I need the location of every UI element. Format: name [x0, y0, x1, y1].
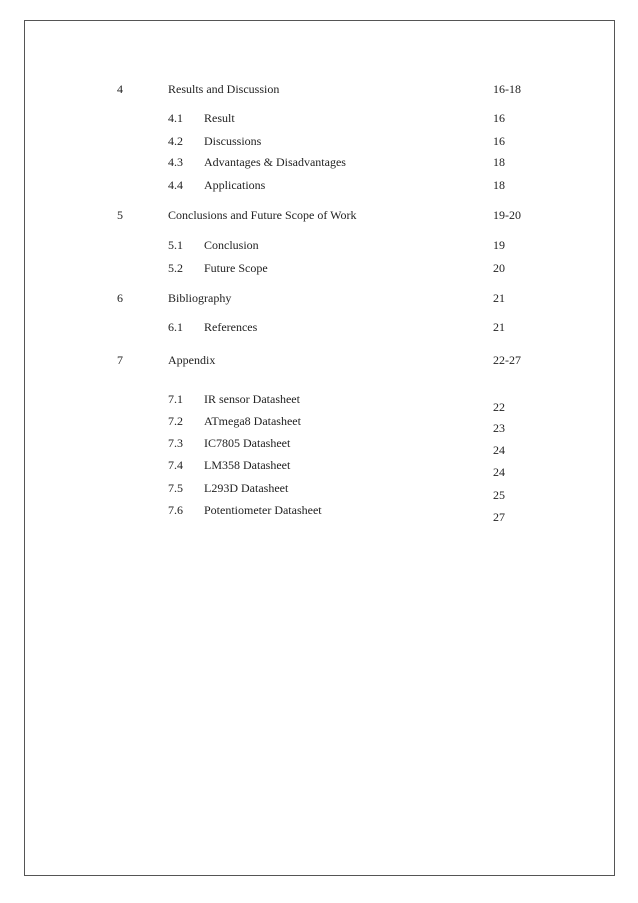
section-number: 7.6 — [168, 503, 183, 517]
section-title: Discussions — [204, 134, 262, 148]
section-number: 7.2 — [168, 414, 183, 428]
section-page: 20 — [493, 261, 505, 275]
section-number: 4.4 — [168, 178, 183, 192]
chapter-number: 4 — [117, 82, 123, 96]
section-number: 7.4 — [168, 458, 183, 472]
section-title: L293D Datasheet — [204, 481, 289, 495]
section-number: 7.3 — [168, 436, 183, 450]
section-page: 25 — [493, 488, 505, 502]
section-title: ATmega8 Datasheet — [204, 414, 301, 428]
section-page: 23 — [493, 421, 505, 435]
section-number: 5.2 — [168, 261, 183, 275]
section-page: 24 — [493, 465, 505, 479]
chapter-number: 7 — [117, 353, 123, 367]
section-number: 7.1 — [168, 392, 183, 406]
chapter-title: Conclusions and Future Scope of Work — [168, 208, 357, 222]
chapter-page-range: 22-27 — [493, 353, 521, 367]
section-title: Future Scope — [204, 261, 268, 275]
section-page: 18 — [493, 178, 505, 192]
section-title: Conclusion — [204, 238, 259, 252]
section-title: IR sensor Datasheet — [204, 392, 300, 406]
section-page: 21 — [493, 320, 505, 334]
section-title: References — [204, 320, 258, 334]
section-page: 16 — [493, 111, 505, 125]
section-title: IC7805 Datasheet — [204, 436, 291, 450]
section-page: 27 — [493, 510, 505, 524]
section-page: 16 — [493, 134, 505, 148]
section-number: 7.5 — [168, 481, 183, 495]
chapter-title: Results and Discussion — [168, 82, 280, 96]
section-page: 18 — [493, 155, 505, 169]
section-page: 22 — [493, 400, 505, 414]
section-number: 4.1 — [168, 111, 183, 125]
chapter-title: Appendix — [168, 353, 216, 367]
section-page: 19 — [493, 238, 505, 252]
page-border — [24, 20, 615, 876]
section-number: 4.2 — [168, 134, 183, 148]
chapter-number: 6 — [117, 291, 123, 305]
chapter-title: Bibliography — [168, 291, 232, 305]
section-number: 4.3 — [168, 155, 183, 169]
section-title: Potentiometer Datasheet — [204, 503, 322, 517]
chapter-page-range: 21 — [493, 291, 505, 305]
chapter-page-range: 16-18 — [493, 82, 521, 96]
section-number: 5.1 — [168, 238, 183, 252]
chapter-page-range: 19-20 — [493, 208, 521, 222]
section-title: LM358 Datasheet — [204, 458, 291, 472]
section-title: Result — [204, 111, 235, 125]
section-title: Applications — [204, 178, 266, 192]
chapter-number: 5 — [117, 208, 123, 222]
section-number: 6.1 — [168, 320, 183, 334]
section-page: 24 — [493, 443, 505, 457]
section-title: Advantages & Disadvantages — [204, 155, 346, 169]
